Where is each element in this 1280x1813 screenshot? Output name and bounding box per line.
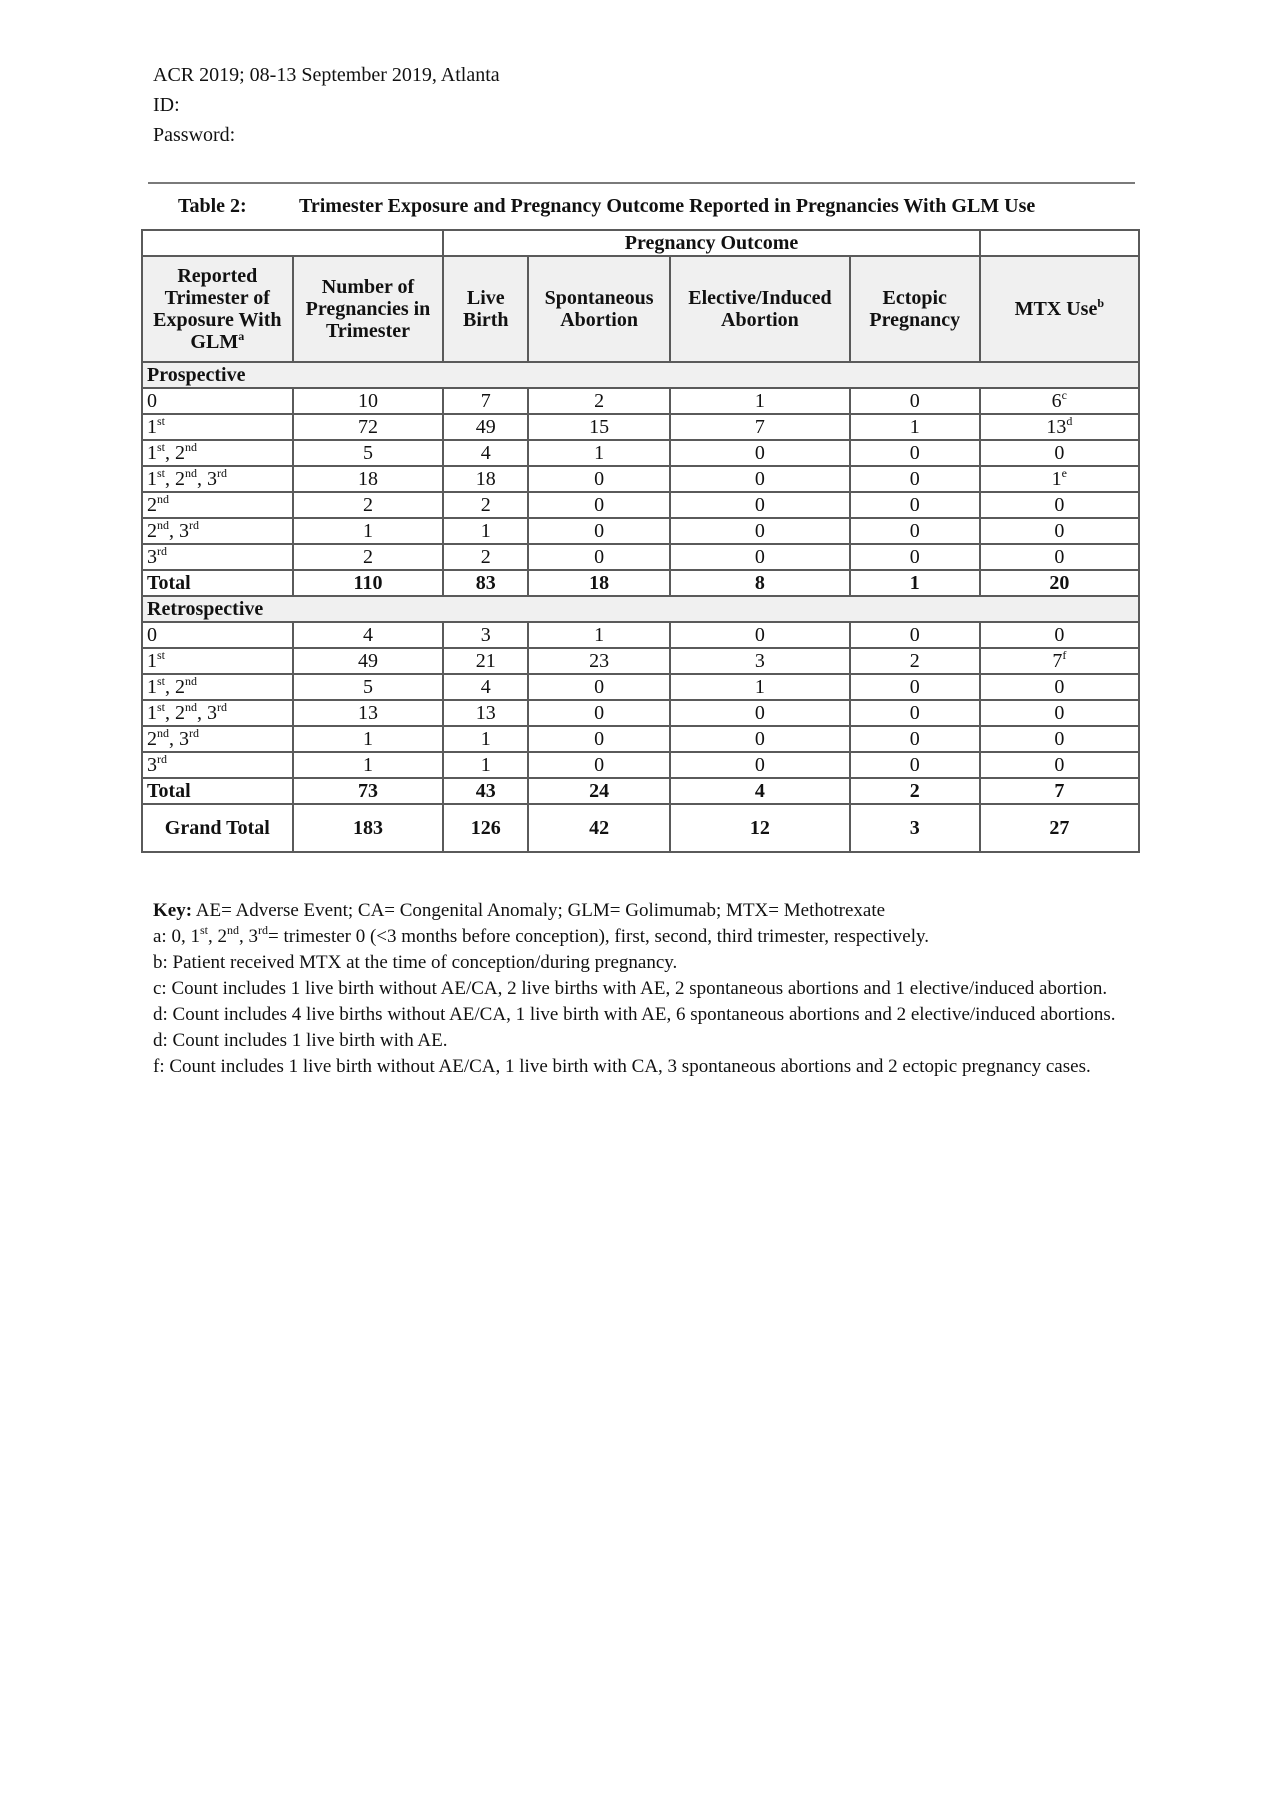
trimester-cell: Total bbox=[142, 570, 293, 596]
trimester-cell: Grand Total bbox=[142, 804, 293, 852]
trimester-cell: 1st bbox=[142, 414, 293, 440]
elect-cell: 0 bbox=[670, 466, 850, 492]
trimester-cell: Total bbox=[142, 778, 293, 804]
blank-cell bbox=[980, 230, 1139, 256]
horizontal-rule bbox=[148, 182, 1135, 184]
trimester-cell: 1st, 2nd bbox=[142, 440, 293, 466]
ectopic-cell: 0 bbox=[850, 622, 980, 648]
password-label: Password: bbox=[153, 124, 236, 146]
total-row bbox=[142, 570, 1139, 596]
section-header-row bbox=[142, 596, 1139, 622]
mtx-cell: 0 bbox=[980, 440, 1139, 466]
n-cell: 4 bbox=[293, 622, 444, 648]
mtx-cell: 0 bbox=[980, 726, 1139, 752]
n-cell: 49 bbox=[293, 648, 444, 674]
key-note: Key: AE= Adverse Event; CA= Congenital Anomaly; GLM= Golimumab; MTX= Methotrexate bbox=[153, 900, 886, 921]
elect-cell: 7 bbox=[670, 414, 850, 440]
table-row bbox=[142, 518, 1139, 544]
mtx-cell: 0 bbox=[980, 518, 1139, 544]
n-cell: 1 bbox=[293, 752, 444, 778]
column-header: Spontaneous Abortion bbox=[528, 256, 670, 362]
n-cell: 183 bbox=[293, 804, 444, 852]
ectopic-cell: 0 bbox=[850, 440, 980, 466]
n-cell: 13 bbox=[293, 700, 444, 726]
mtx-cell: 7$^f$ bbox=[980, 648, 1139, 674]
live-cell: 2 bbox=[443, 544, 528, 570]
spont-cell: 0 bbox=[528, 726, 670, 752]
n-cell: 2 bbox=[293, 492, 444, 518]
live-cell: 126 bbox=[443, 804, 528, 852]
table-caption bbox=[178, 195, 1035, 218]
spont-cell: 0 bbox=[528, 518, 670, 544]
mtx-cell: 0 bbox=[980, 700, 1139, 726]
blank-cell bbox=[142, 230, 443, 256]
live-cell: 2 bbox=[443, 492, 528, 518]
n-cell: 110 bbox=[293, 570, 444, 596]
trimester-cell: 1st, 2nd, 3rd bbox=[142, 466, 293, 492]
column-header: Number of Pregnancies in Trimester bbox=[293, 256, 444, 362]
table-row bbox=[142, 466, 1139, 492]
pregnancy-outcome-header: Pregnancy Outcome bbox=[443, 230, 979, 256]
column-header: Reported Trimester of Exposure With GLM$^a$ bbox=[142, 256, 293, 362]
trimester-cell: 2nd bbox=[142, 492, 293, 518]
trimester-cell: 2nd, 3rd bbox=[142, 518, 293, 544]
trimester-cell: 2nd, 3rd bbox=[142, 726, 293, 752]
ectopic-cell: 0 bbox=[850, 726, 980, 752]
spont-cell: 2 bbox=[528, 388, 670, 414]
live-cell: 43 bbox=[443, 778, 528, 804]
ectopic-cell: 3 bbox=[850, 804, 980, 852]
mtx-cell: 7 bbox=[980, 778, 1139, 804]
table-row bbox=[142, 440, 1139, 466]
spont-cell: 0 bbox=[528, 466, 670, 492]
live-cell: 7 bbox=[443, 388, 528, 414]
table-row bbox=[142, 648, 1139, 674]
total-row bbox=[142, 778, 1139, 804]
elect-cell: 0 bbox=[670, 492, 850, 518]
live-cell: 3 bbox=[443, 622, 528, 648]
elect-cell: 1 bbox=[670, 674, 850, 700]
table-row bbox=[142, 544, 1139, 570]
ectopic-cell: 1 bbox=[850, 570, 980, 596]
spont-cell: 0 bbox=[528, 674, 670, 700]
mtx-cell: 27 bbox=[980, 804, 1139, 852]
mtx-cell: 0 bbox=[980, 674, 1139, 700]
live-cell: 83 bbox=[443, 570, 528, 596]
column-header: Elective/Induced Abortion bbox=[670, 256, 850, 362]
spont-cell: 0 bbox=[528, 492, 670, 518]
mtx-cell: 0 bbox=[980, 492, 1139, 518]
mtx-cell: 0 bbox=[980, 622, 1139, 648]
spont-cell: 1 bbox=[528, 622, 670, 648]
section-label: Retrospective bbox=[142, 596, 1139, 622]
mtx-cell: 6$^c$ bbox=[980, 388, 1139, 414]
footnote: b: Patient received MTX at the time of conception/during pregnancy. bbox=[153, 952, 678, 973]
spont-cell: 42 bbox=[528, 804, 670, 852]
ectopic-cell: 0 bbox=[850, 700, 980, 726]
mtx-cell: 1e bbox=[980, 466, 1139, 492]
elect-cell: 0 bbox=[670, 518, 850, 544]
key-label: Key: bbox=[153, 900, 193, 921]
footnote: a: 0, 1st, 2nd, 3rd= trimester 0 (<3 months before conception), first, second, third trimester, respectively. bbox=[153, 923, 930, 947]
live-cell: 1 bbox=[443, 752, 528, 778]
spont-cell: 15 bbox=[528, 414, 670, 440]
table-row bbox=[142, 752, 1139, 778]
table-row bbox=[142, 674, 1139, 700]
n-cell: 10 bbox=[293, 388, 444, 414]
section-label: Prospective bbox=[142, 362, 1139, 388]
results-table bbox=[141, 229, 1140, 853]
trimester-cell: 1st, 2nd, 3rd bbox=[142, 700, 293, 726]
group-header-row bbox=[142, 230, 1139, 256]
live-cell: 1 bbox=[443, 518, 528, 544]
elect-cell: 0 bbox=[670, 700, 850, 726]
n-cell: 72 bbox=[293, 414, 444, 440]
ectopic-cell: 0 bbox=[850, 492, 980, 518]
ectopic-cell: 0 bbox=[850, 752, 980, 778]
elect-cell: 3 bbox=[670, 648, 850, 674]
ectopic-cell: 2 bbox=[850, 778, 980, 804]
n-cell: 18 bbox=[293, 466, 444, 492]
footnote: f: Count includes 1 live birth without AE/CA, 1 live birth with CA, 3 spontaneous abortions and 2 ectopic pregnancy cases. bbox=[153, 1056, 1091, 1077]
column-header: Ectopic Pregnancy bbox=[850, 256, 980, 362]
trimester-cell: 0 bbox=[142, 622, 293, 648]
ectopic-cell: 0 bbox=[850, 388, 980, 414]
table-title: Trimester Exposure and Pregnancy Outcome Reported in Pregnancies With GLM Use bbox=[299, 195, 1036, 217]
elect-cell: 0 bbox=[670, 726, 850, 752]
live-cell: 13 bbox=[443, 700, 528, 726]
spont-cell: 24 bbox=[528, 778, 670, 804]
trimester-cell: 0 bbox=[142, 388, 293, 414]
grand-total-row bbox=[142, 804, 1139, 852]
n-cell: 5 bbox=[293, 440, 444, 466]
live-cell: 4 bbox=[443, 440, 528, 466]
ectopic-cell: 0 bbox=[850, 674, 980, 700]
ectopic-cell: 0 bbox=[850, 466, 980, 492]
elect-cell: 0 bbox=[670, 622, 850, 648]
n-cell: 5 bbox=[293, 674, 444, 700]
live-cell: 49 bbox=[443, 414, 528, 440]
n-cell: 2 bbox=[293, 544, 444, 570]
table-row bbox=[142, 388, 1139, 414]
table-row bbox=[142, 622, 1139, 648]
live-cell: 21 bbox=[443, 648, 528, 674]
section-header-row bbox=[142, 362, 1139, 388]
conference-line: ACR 2019; 08-13 September 2019, Atlanta bbox=[153, 64, 500, 86]
elect-cell: 1 bbox=[670, 388, 850, 414]
spont-cell: 0 bbox=[528, 752, 670, 778]
elect-cell: 8 bbox=[670, 570, 850, 596]
ectopic-cell: 0 bbox=[850, 544, 980, 570]
elect-cell: 0 bbox=[670, 440, 850, 466]
mtx-cell: 20 bbox=[980, 570, 1139, 596]
ectopic-cell: 0 bbox=[850, 518, 980, 544]
n-cell: 1 bbox=[293, 518, 444, 544]
ectopic-cell: 2 bbox=[850, 648, 980, 674]
trimester-cell: 3rd bbox=[142, 544, 293, 570]
n-cell: 1 bbox=[293, 726, 444, 752]
column-header: MTX Use$^b$ bbox=[980, 256, 1139, 362]
footnote: d: Count includes 4 live births without AE/CA, 1 live birth with AE, 6 spontaneous abortions and 2 elective/induced abortions. bbox=[153, 1004, 1116, 1025]
mtx-cell: 13$^d$ bbox=[980, 414, 1139, 440]
live-cell: 4 bbox=[443, 674, 528, 700]
elect-cell: 0 bbox=[670, 544, 850, 570]
ectopic-cell: 1 bbox=[850, 414, 980, 440]
live-cell: 1 bbox=[443, 726, 528, 752]
column-header: Live Birth bbox=[443, 256, 528, 362]
trimester-cell: 3rd bbox=[142, 752, 293, 778]
footnote: c: Count includes 1 live birth without AE/CA, 2 live births with AE, 2 spontaneous abortions and 1 elective/induced abortion. bbox=[153, 978, 1108, 999]
spont-cell: 1 bbox=[528, 440, 670, 466]
spont-cell: 18 bbox=[528, 570, 670, 596]
table-row bbox=[142, 726, 1139, 752]
footnotes bbox=[153, 898, 1143, 1080]
elect-cell: 0 bbox=[670, 752, 850, 778]
spont-cell: 23 bbox=[528, 648, 670, 674]
trimester-cell: 1st, 2nd bbox=[142, 674, 293, 700]
live-cell: 18 bbox=[443, 466, 528, 492]
spont-cell: 0 bbox=[528, 544, 670, 570]
mtx-cell: 0 bbox=[980, 752, 1139, 778]
elect-cell: 12 bbox=[670, 804, 850, 852]
mtx-cell: 0 bbox=[980, 544, 1139, 570]
column-header-row bbox=[142, 256, 1139, 362]
spont-cell: 0 bbox=[528, 700, 670, 726]
footnote: d: Count includes 1 live birth with AE. bbox=[153, 1030, 448, 1051]
table-row bbox=[142, 700, 1139, 726]
trimester-cell: 1st bbox=[142, 648, 293, 674]
table-label: Table 2: bbox=[178, 195, 247, 217]
elect-cell: 4 bbox=[670, 778, 850, 804]
n-cell: 73 bbox=[293, 778, 444, 804]
table-row bbox=[142, 414, 1139, 440]
table-row bbox=[142, 492, 1139, 518]
id-label: ID: bbox=[153, 94, 180, 116]
